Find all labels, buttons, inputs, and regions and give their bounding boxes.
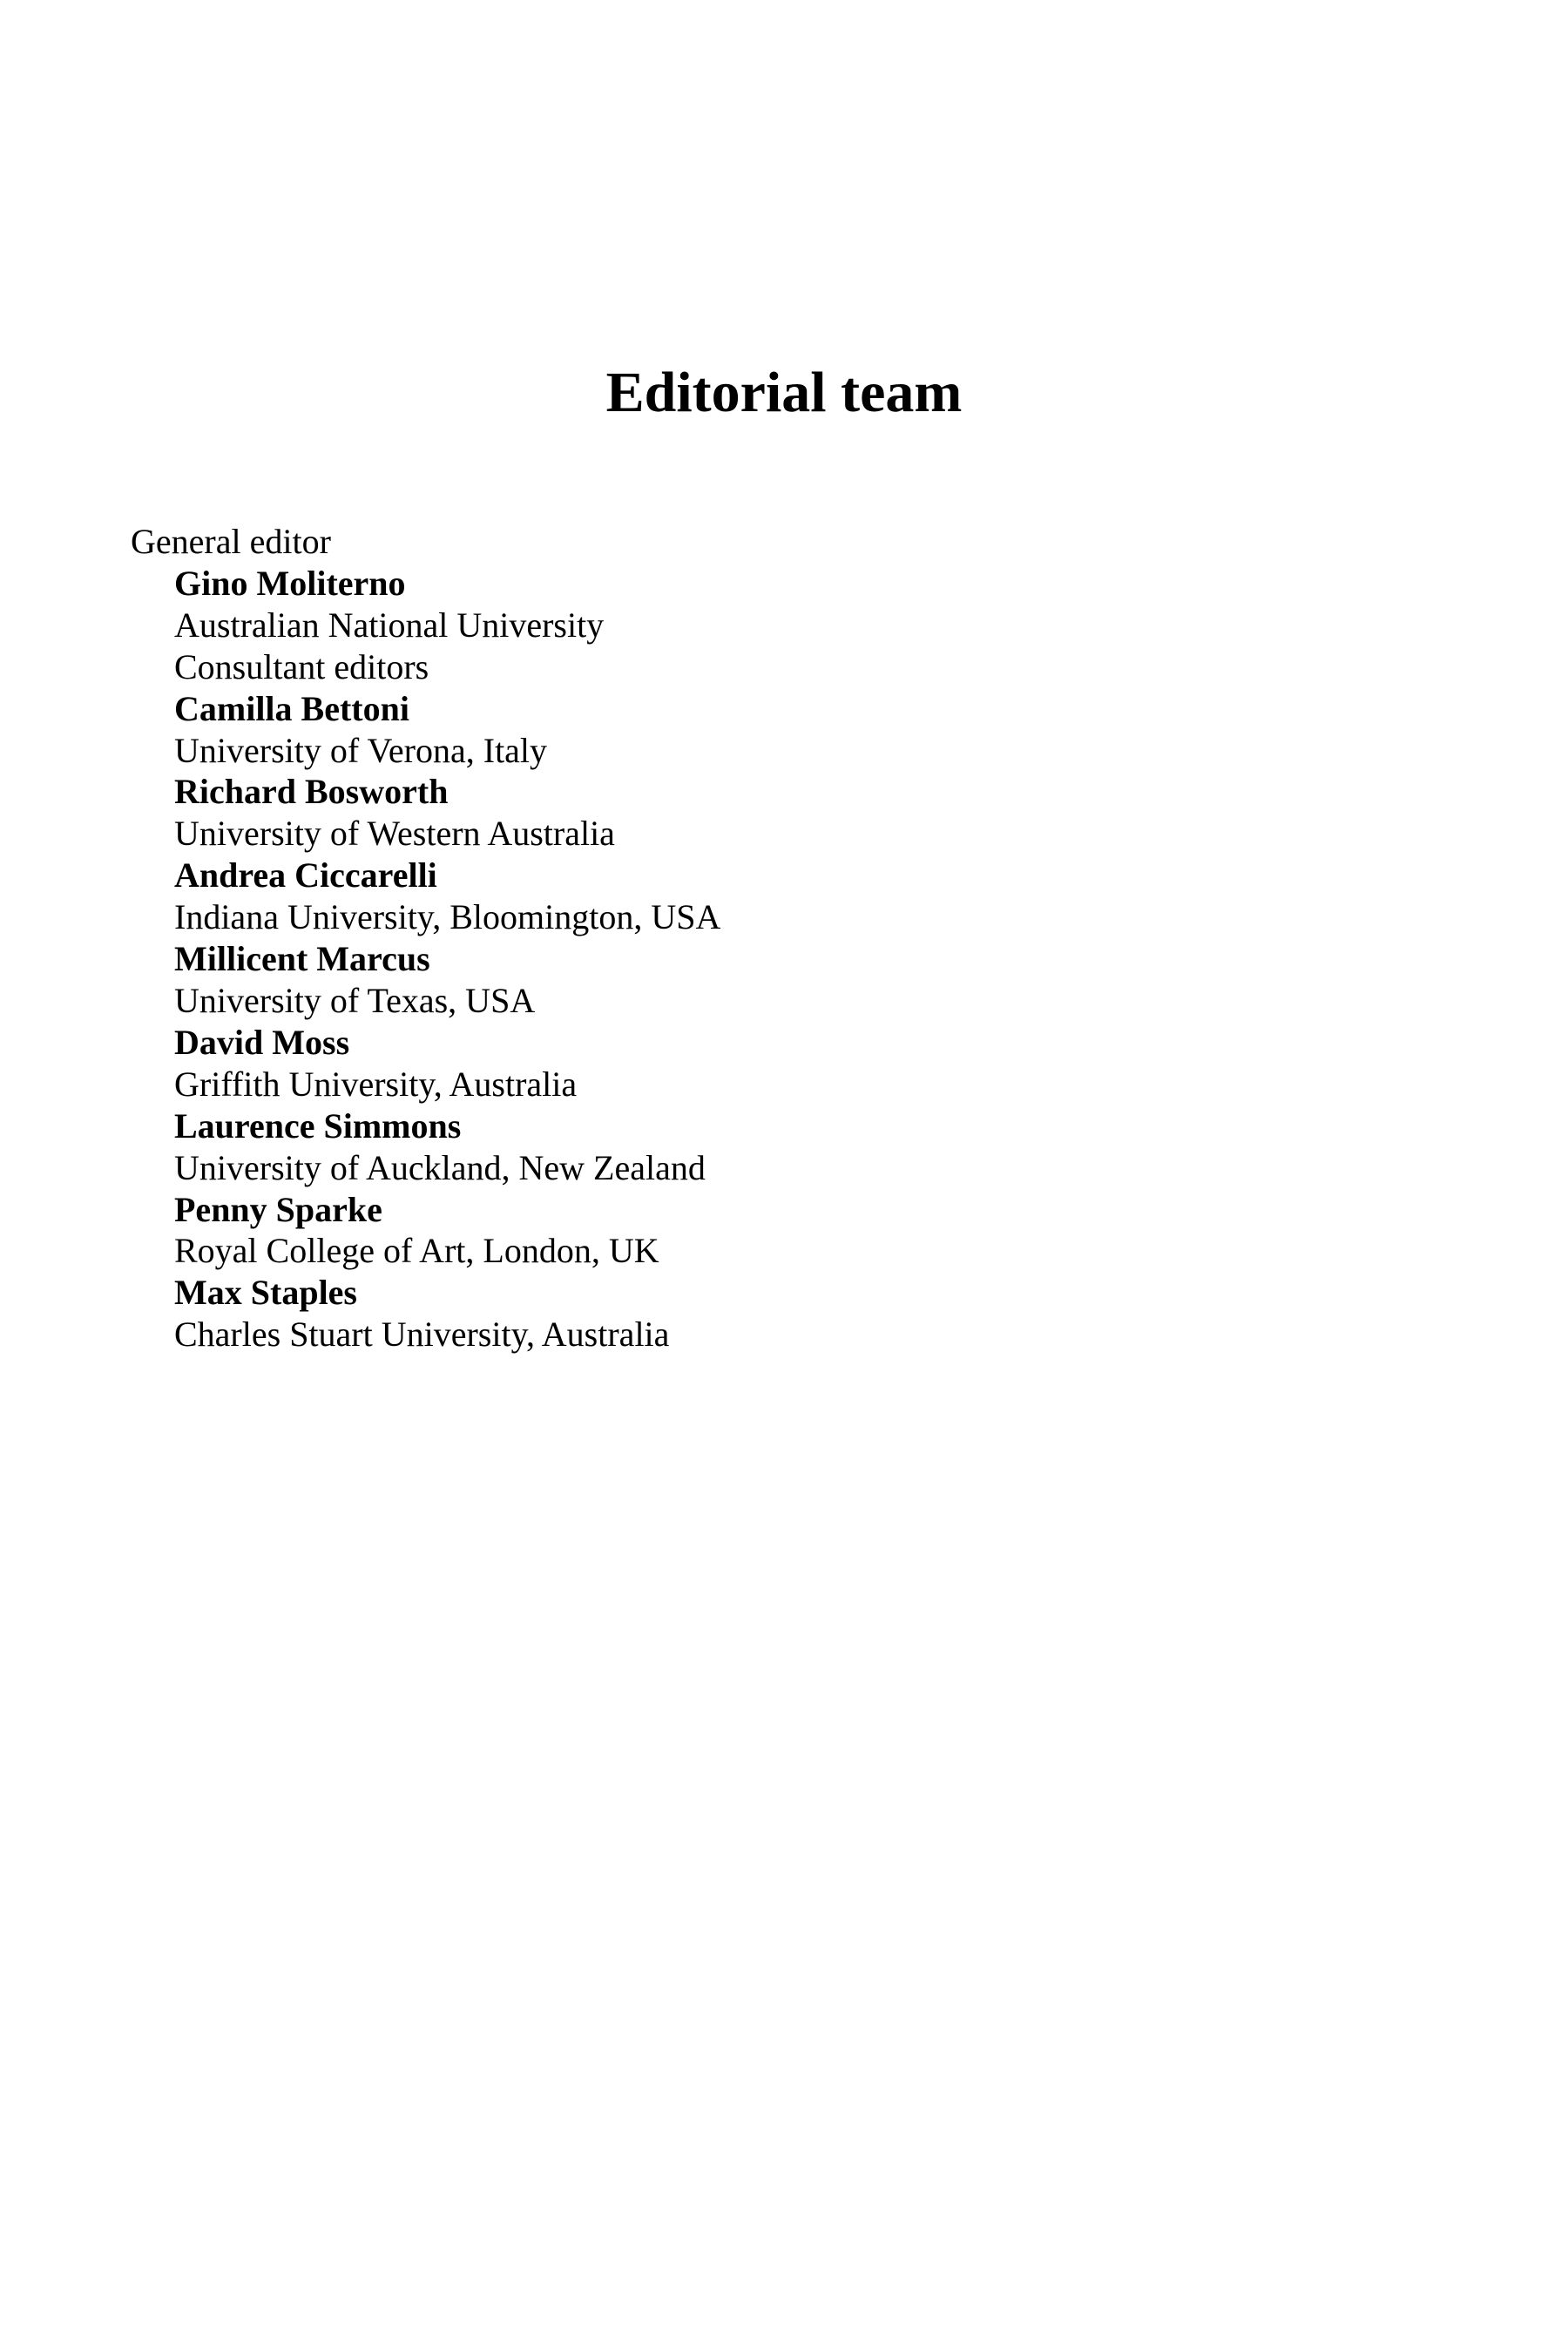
editor-affiliation: University of Verona, Italy [174,730,548,770]
editorial-list [131,521,720,1355]
editor-name: Camilla Bettoni [174,688,409,728]
editor-name: Millicent Marcus [174,939,430,979]
editor-affiliation: Royal College of Art, London, UK [174,1231,659,1271]
general-editor-entry [174,563,720,1355]
editor-name: David Moss [174,1022,350,1062]
editor-affiliation: Griffith University, Australia [174,1064,578,1104]
editor-affiliation: University of Auckland, New Zealand [174,1147,706,1187]
editor-affiliation: University of Western Australia [174,814,615,854]
editor-name: Andrea Ciccarelli [174,855,437,896]
editor-name: Laurence Simmons [174,1105,462,1146]
editor-name: Penny Sparke [174,1189,382,1229]
general-editor-heading: General editor [131,522,331,561]
editor-affiliation: University of Texas, USA [174,980,536,1020]
editor-affiliation: Charles Stuart University, Australia [174,1315,670,1355]
editor-affiliation: Australian National University [174,605,605,645]
consultant-editors-heading: Consultant editors [174,646,429,686]
editor-affiliation: Indiana University, Bloomington, USA [174,897,721,937]
editor-name: Max Staples [174,1273,357,1313]
page-title: Editorial team [605,361,963,424]
editor-name: Richard Bosworth [174,772,449,812]
editor-name: Gino Moliterno [174,563,406,603]
